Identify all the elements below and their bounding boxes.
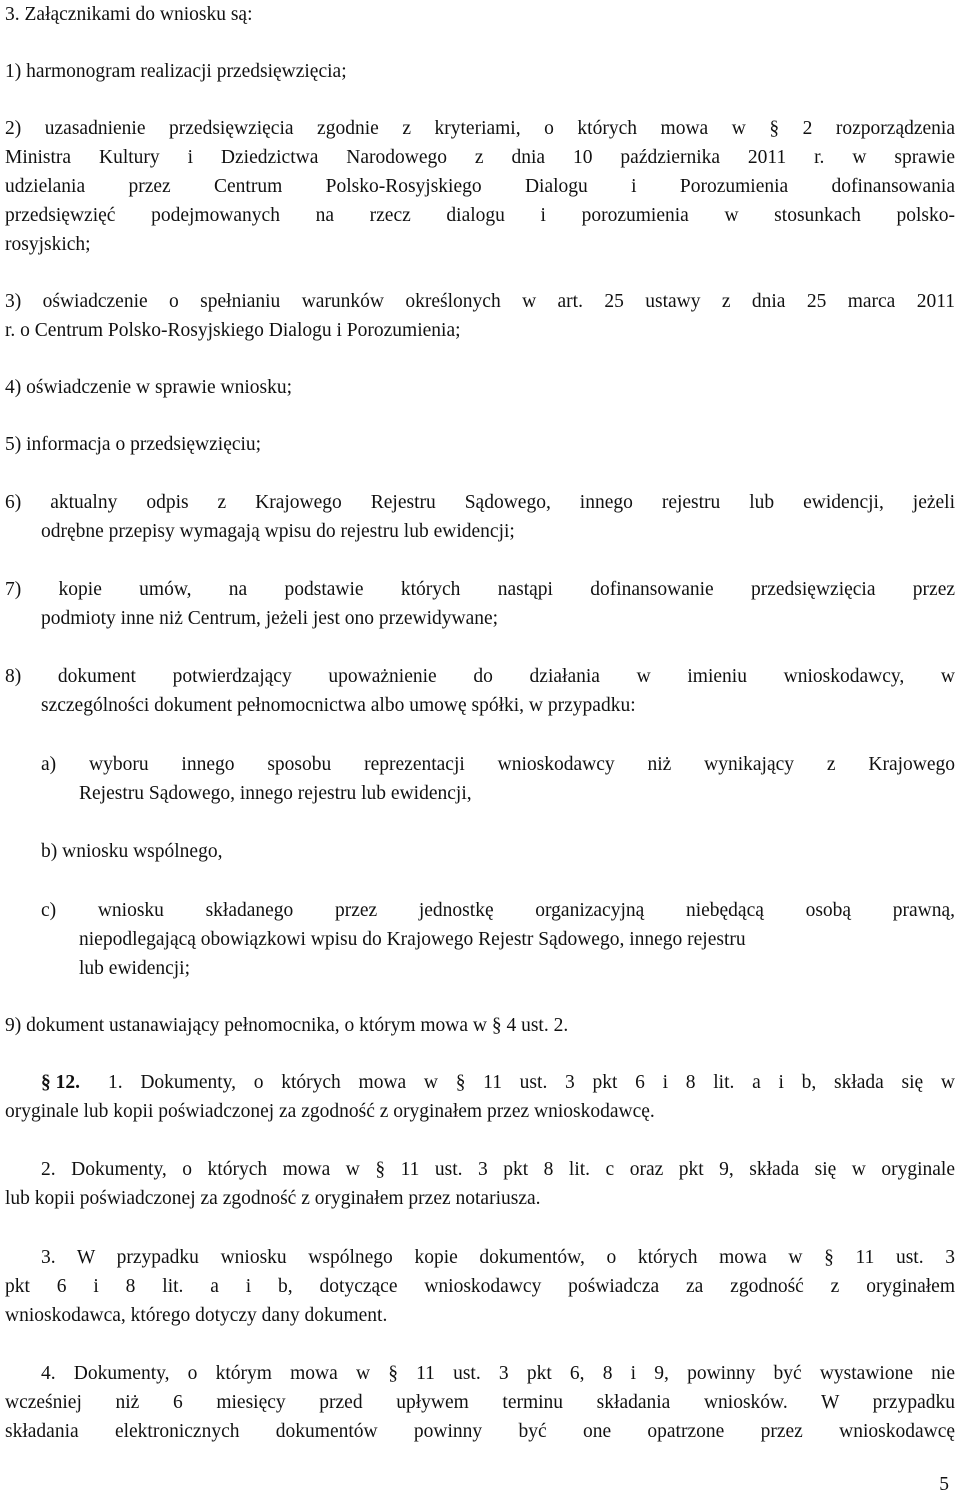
list-item-6-line-2: odrębne przepisy wymagają wpisu do rejestru lub ewidencji; xyxy=(41,521,515,542)
list-item-7-line-2: podmioty inne niż Centrum, jeżeli jest ono przewidywane; xyxy=(41,608,499,629)
list-item-3-line-2: r. o Centrum Polsko-Rosyjskiego Dialogu i Porozumienia; xyxy=(5,320,461,341)
section-12-para-2-line-2: lub kopii poświadczonej za zgodność z oryginałem przez notariusza. xyxy=(5,1188,541,1209)
list-item-2-line-5: rosyjskich; xyxy=(5,234,91,255)
sub-item-a-line-1: a) wyboru innego sposobu reprezentacji wnioskodawcy niż wynikający z Krajowego xyxy=(41,754,955,775)
section-12-label: § 12. xyxy=(41,1072,80,1093)
list-item-2-line-1: 2) uzasadnienie przedsięwzięcia zgodnie z kryteriami, o których mowa w § 2 rozporządzenia xyxy=(5,118,955,139)
list-item-2-line-4: przedsięwzięć podejmowanych na rzecz dialogu i porozumienia w stosunkach polsko- xyxy=(5,205,955,226)
section-12-para-3-line-1: 3. W przypadku wniosku wspólnego kopie dokumentów, o których mowa w § 11 ust. 3 xyxy=(41,1247,955,1268)
section-3-heading: 3. Załącznikami do wniosku są: xyxy=(5,4,253,25)
section-12-para-4-line-1: 4. Dokumenty, o którym mowa w § 11 ust. 3 pkt 6, 8 i 9, powinny być wystawione nie xyxy=(41,1363,955,1384)
section-12-para-2-line-1: 2. Dokumenty, o których mowa w § 11 ust. 3 pkt 8 lit. c oraz pkt 9, składa się w oryginale xyxy=(41,1159,955,1180)
list-item-7-line-1: 7) kopie umów, na podstawie których nastąpi dofinansowanie przedsięwzięcia przez xyxy=(5,579,955,600)
section-12-para-1-line-1: 1. Dokumenty, o których mowa w § 11 ust. 3 pkt 6 i 8 lit. a i b, składa się w xyxy=(108,1072,955,1093)
list-item-8-line-2: szczególności dokument pełnomocnictwa albo umowę spółki, w przypadku: xyxy=(41,695,636,716)
page-number: 5 xyxy=(939,1474,949,1495)
section-12-para-1-line-2: oryginale lub kopii poświadczonej za zgodność z oryginałem przez wnioskodawcę. xyxy=(5,1101,655,1122)
list-item-2-line-2: Ministra Kultury i Dziedzictwa Narodowego z dnia 10 października 2011 r. w sprawie xyxy=(5,147,955,168)
list-item-4: 4) oświadczenie w sprawie wniosku; xyxy=(5,377,293,398)
sub-item-c-line-2: niepodlegającą obowiązkowi wpisu do Krajowego Rejestr Sądowego, innego rejestru xyxy=(79,929,746,950)
list-item-9: 9) dokument ustanawiający pełnomocnika, o którym mowa w § 4 ust. 2. xyxy=(5,1015,569,1036)
document-page xyxy=(5,0,955,1509)
section-12-para-4-line-2: wcześniej niż 6 miesięcy przed upływem terminu składania wniosków. W przypadku xyxy=(5,1392,955,1413)
list-item-5: 5) informacja o przedsięwzięciu; xyxy=(5,434,262,455)
list-item-3-line-1: 3) oświadczenie o spełnianiu warunków określonych w art. 25 ustawy z dnia 25 marca 2011 xyxy=(5,291,955,312)
sub-item-c-line-1: c) wniosku składanego przez jednostkę organizacyjną niebędącą osobą prawną, xyxy=(41,900,955,921)
list-item-6-line-1: 6) aktualny odpis z Krajowego Rejestru Sądowego, innego rejestru lub ewidencji, jeżeli xyxy=(5,492,955,513)
list-item-8-line-1: 8) dokument potwierdzający upoważnienie do działania w imieniu wnioskodawcy, w xyxy=(5,666,955,687)
section-12-para-4-line-3: składania elektronicznych dokumentów powinny być one opatrzone przez wnioskodawcę xyxy=(5,1421,955,1442)
section-12-para-3-line-2: pkt 6 i 8 lit. a i b, dotyczące wnioskodawcy poświadcza za zgodność z oryginałem xyxy=(5,1276,955,1297)
list-item-1: 1) harmonogram realizacji przedsięwzięcia; xyxy=(5,61,347,82)
list-item-2-line-3: udzielania przez Centrum Polsko-Rosyjskiego Dialogu i Porozumienia dofinansowania xyxy=(5,176,955,197)
section-12-para-3-line-3: wnioskodawca, którego dotyczy dany dokument. xyxy=(5,1305,388,1326)
sub-item-c-line-3: lub ewidencji; xyxy=(79,958,191,979)
sub-item-a-line-2: Rejestru Sądowego, innego rejestru lub ewidencji, xyxy=(79,783,472,804)
sub-item-b: b) wniosku wspólnego, xyxy=(41,841,223,862)
